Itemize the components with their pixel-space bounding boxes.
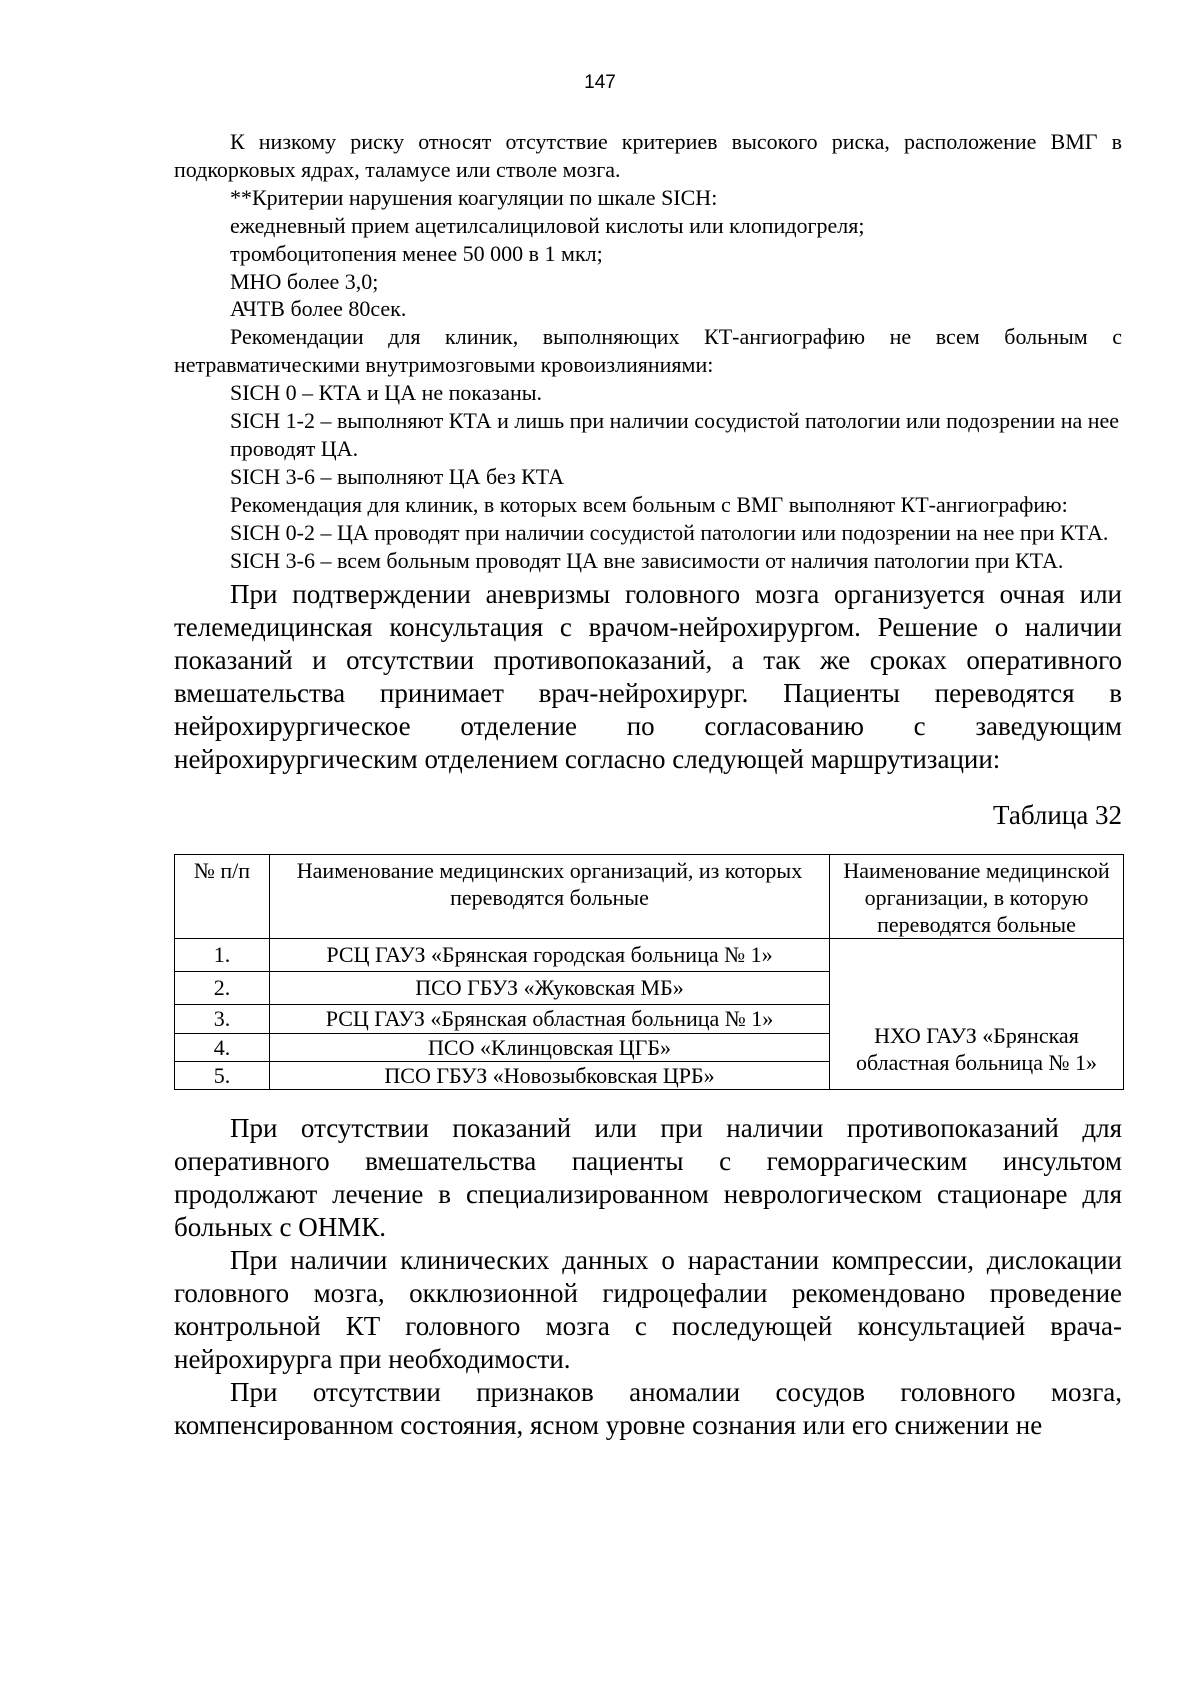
paragraph-criterion-thrombocytopenia: тромбоцитопения менее 50 000 в 1 мкл; <box>230 240 603 266</box>
main-text-section <box>174 578 1122 776</box>
paragraph-sich-3-6: SICH 3-6 – выполняют ЦА без КТА <box>230 463 565 489</box>
header-num: № п/п <box>175 854 270 938</box>
paragraph-sich-3-6-all: SICH 3-6 – всем больным проводят ЦА вне зависимости от наличия патологии при КТА. <box>230 547 1064 573</box>
table-caption: Таблица 32 <box>993 799 1122 830</box>
paragraph-coagulation-criteria: **Критерии нарушения коагуляции по шкале SICH: <box>230 184 718 210</box>
paragraph-sich-0-2-all: SICH 0-2 – ЦА проводят при наличии сосудистой патологии или подозрении на нее при КТА. <box>230 519 1109 545</box>
row-num: 4. <box>175 1033 270 1061</box>
paragraph-aneurysm-consultation: При подтверждении аневризмы головного мозга организуется очная или телемедицинская консультация с врачом-нейрохирургом. Решение о наличии показаний и отсутствии противопоказаний, а так же сроках оперативного вмешательства принимает врач-нейрохирург. Пациенты переводятся в нейрохирургическое отделение по согласованию с заведующим нейрохирургическим отделением согласно следующей маршрутизации: <box>174 578 1122 774</box>
row-from: РСЦ ГАУЗ «Брянская городская больница № 1» <box>270 938 830 971</box>
after-table-section <box>174 1112 1122 1442</box>
paragraph-no-anomaly: При отсутствии признаков аномалии сосудов головного мозга, компенсированном состояния, ясном уровне сознания или его снижении не <box>174 1376 1122 1440</box>
row-from: ПСО «Клинцовская ЦГБ» <box>270 1033 830 1061</box>
row-num: 3. <box>175 1004 270 1033</box>
small-text-section <box>174 128 1122 575</box>
row-num: 2. <box>175 971 270 1004</box>
paragraph-no-indications: При отсутствии показаний или при наличии противопоказаний для оперативного вмешательства пациенты с геморрагическим инсультом продолжают лечение в специализированном неврологическом стационаре для больных с ОНМК. <box>174 1112 1122 1242</box>
header-from: Наименование медицинских организаций, из которых переводятся больные <box>270 854 830 938</box>
row-num: 5. <box>175 1061 270 1089</box>
paragraph-sich-0: SICH 0 – КТА и ЦА не показаны. <box>230 380 543 406</box>
row-from: ПСО ГБУЗ «Жуковская МБ» <box>270 971 830 1004</box>
row-from: ПСО ГБУЗ «Новозыбковская ЦРБ» <box>270 1061 830 1089</box>
row-from: РСЦ ГАУЗ «Брянская областная больница № 1» <box>270 1004 830 1033</box>
routing-table <box>174 854 1124 1090</box>
paragraph-compression: При наличии клинических данных о нарастании компрессии, дислокации головного мозга, окклюзионной гидроцефалии рекомендовано проведение контрольной КТ головного мозга с последующей консультацией врача-нейрохирурга при необходимости. <box>174 1244 1122 1374</box>
paragraph-recommendation-all-cta: Рекомендация для клиник, в которых всем больным с ВМГ выполняют КТ-ангиографию: <box>230 491 1068 517</box>
table-header-row <box>175 854 1124 938</box>
paragraph-recommendations-partial-cta: Рекомендации для клиник, выполняющих КТ-ангиографию не всем больным с нетравматическими внутримозговыми кровоизлияниями: <box>174 324 1122 378</box>
page-number: 147 <box>584 72 616 93</box>
row-target: НХО ГАУЗ «Брянская областная больница № 1» <box>830 938 1124 1089</box>
paragraph-criterion-inr: МНО более 3,0; <box>230 268 379 294</box>
table-row <box>175 938 1124 971</box>
page-content <box>174 128 1122 1442</box>
row-num: 1. <box>175 938 270 971</box>
paragraph-low-risk: К низкому риску относят отсутствие критериев высокого риска, расположение ВМГ в подкорковых ядрах, таламусе или стволе мозга. <box>174 129 1122 182</box>
header-to: Наименование медицинской организации, в которую переводятся больные <box>830 854 1124 938</box>
paragraph-criterion-aptt: АЧТВ более 80сек. <box>230 296 407 322</box>
paragraph-sich-1-2: SICH 1-2 – выполняют КТА и лишь при наличии сосудистой патологии или подозрении на нее проводят ЦА. <box>230 408 1120 461</box>
paragraph-criterion-aspirin: ежедневный прием ацетилсалициловой кислоты или клопидогреля; <box>230 212 865 238</box>
